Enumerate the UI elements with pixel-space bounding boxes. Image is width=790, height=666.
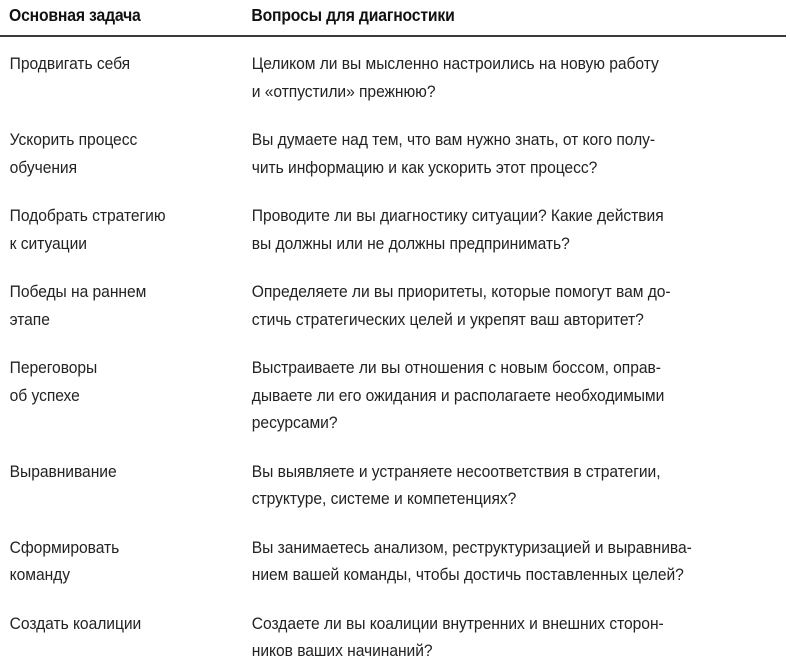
table-row (0, 106, 790, 182)
question-text-line: Выстраиваете ли вы отношения с новым боссом, оправ- (251, 359, 661, 377)
task-text (0, 355, 237, 410)
task-text-line: Продвигать себя (9, 55, 131, 73)
cell-question (246, 182, 790, 258)
question-text-line: структуре, системе и компетенциях? (251, 490, 517, 508)
question-text (246, 203, 771, 258)
question-text-line: и «отпустили» прежнюю? (251, 82, 436, 101)
question-text-line: ников ваших начинаний? (251, 642, 433, 660)
table-header (0, 0, 790, 37)
question-text (246, 279, 771, 334)
task-text (0, 203, 237, 258)
task-text (0, 127, 237, 182)
cell-question (246, 590, 790, 666)
question-text-line: Проводите ли вы диагностику ситуации? Какие действия (251, 207, 664, 225)
table-row (0, 334, 790, 438)
question-text (246, 535, 771, 590)
table-body (0, 37, 790, 666)
task-text (0, 51, 237, 79)
question-text-line: ресурсами? (251, 414, 338, 432)
task-text-line: об успехе (9, 386, 80, 405)
column-header-questions-label: Вопросы для диагностики (251, 5, 455, 25)
task-text-line: команду (9, 566, 70, 584)
cell-task (0, 37, 246, 106)
task-text-line: Сформировать (9, 538, 120, 557)
task-text (0, 535, 237, 590)
table-header-row (0, 0, 790, 26)
table-row (0, 438, 790, 514)
task-text-line: Переговоры (9, 359, 98, 377)
task-text-line: этапе (9, 310, 50, 329)
task-text-line: обучения (9, 158, 78, 177)
cell-task (0, 514, 246, 590)
cell-task (0, 258, 246, 334)
question-text-line: стичь стратегических целей и укрепят ваш авторитет? (251, 310, 644, 329)
task-text-line: Подобрать стратегию (9, 207, 166, 225)
cell-task (0, 334, 246, 438)
question-text-line: Вы выявляете и устраняете несоответствия в стратегии, (251, 462, 661, 481)
column-header-task-label: Основная задача (9, 5, 141, 25)
cell-question (246, 334, 790, 438)
question-text (246, 51, 771, 106)
cell-task (0, 106, 246, 182)
task-text-line: Выравнивание (9, 462, 117, 481)
cell-task (0, 182, 246, 258)
table-row (0, 590, 790, 666)
table-row (0, 514, 790, 590)
question-text-line: Целиком ли вы мысленно настроились на новую работу (251, 55, 659, 73)
task-text-line: Победы на раннем (9, 283, 147, 301)
question-text-line: Определяете ли вы приоритеты, которые помогут вам до- (251, 283, 671, 301)
task-text-line: Ускорить процесс (9, 131, 138, 149)
task-text (0, 279, 237, 334)
task-text (0, 459, 237, 487)
table-row (0, 182, 790, 258)
header-rule-cell (0, 26, 790, 37)
cell-question (246, 37, 790, 106)
table-row (0, 258, 790, 334)
cell-question (246, 438, 790, 514)
cell-question (246, 258, 790, 334)
question-text-line: чить информацию и как ускорить этот процесс? (251, 158, 598, 177)
question-text-line: нием вашей команды, чтобы достичь поставленных целей? (251, 566, 684, 584)
question-text (246, 611, 771, 666)
task-text (0, 611, 237, 639)
column-header-task (0, 0, 246, 26)
task-text-line: к ситуации (9, 234, 87, 253)
column-header-questions (246, 0, 790, 26)
cell-task (0, 590, 246, 666)
cell-question (246, 106, 790, 182)
header-rule-row (0, 26, 790, 37)
question-text (246, 355, 771, 438)
question-text (246, 459, 771, 514)
question-text (246, 127, 771, 182)
question-text-line: Вы думаете над тем, что вам нужно знать, от кого полу- (251, 131, 656, 149)
table-row (0, 37, 790, 106)
question-text-line: вы должны или не должны предпринимать? (251, 234, 570, 253)
question-text-line: дываете ли его ожидания и располагаете необходимыми (251, 386, 665, 405)
cell-task (0, 438, 246, 514)
cell-question (246, 514, 790, 590)
question-text-line: Создаете ли вы коалиции внутренних и внешних сторон- (251, 614, 664, 633)
question-text-line: Вы занимаетесь анализом, реструктуризацией и выравнива- (251, 538, 692, 557)
task-text-line: Создать коалиции (9, 614, 142, 633)
